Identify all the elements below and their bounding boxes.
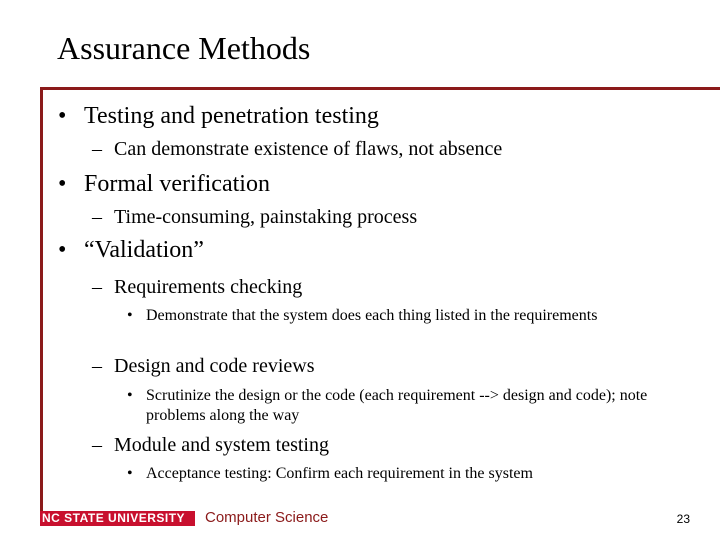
title-divider xyxy=(40,87,720,90)
sub-bullet-text: Time-consuming, painstaking process xyxy=(114,206,418,228)
bullet-marker: • xyxy=(58,171,67,197)
sub-bullet-item xyxy=(92,137,502,161)
sub-bullet-text: Requirements checking xyxy=(114,276,303,298)
bullet-item xyxy=(58,236,204,264)
department-name: Computer Science xyxy=(205,509,329,526)
bullet-text: Testing and penetration testing xyxy=(84,103,379,129)
bullet-marker: • xyxy=(127,465,133,482)
sub-bullet-text: Can demonstrate existence of flaws, not absence xyxy=(114,138,503,160)
sub-bullet-text: Module and system testing xyxy=(114,434,329,456)
sub-bullet-item xyxy=(92,354,315,378)
page-number: 23 xyxy=(676,512,690,526)
bullet-marker: • xyxy=(127,387,133,404)
bullet-item xyxy=(58,170,270,198)
slide-title: Assurance Methods xyxy=(57,30,311,66)
sub-bullet-item xyxy=(92,433,329,457)
university-logo: NC STATE UNIVERSITY xyxy=(40,511,195,526)
detail-item xyxy=(127,464,687,484)
sub-bullet-item xyxy=(92,205,417,229)
detail-text: Demonstrate that the system does each thing listed in the requirements xyxy=(146,307,598,324)
sub-bullet-item xyxy=(92,275,302,299)
bullet-text: Formal verification xyxy=(84,171,270,197)
bullet-text: “Validation” xyxy=(84,237,204,263)
bullet-marker: • xyxy=(127,307,133,324)
bullet-marker: • xyxy=(58,237,67,263)
dash-marker: – xyxy=(92,276,102,298)
dash-marker: – xyxy=(92,355,102,377)
detail-text: Acceptance testing: Confirm each requirement in the system xyxy=(146,465,533,482)
dash-marker: – xyxy=(92,138,102,160)
detail-item xyxy=(127,306,687,326)
detail-item xyxy=(127,386,687,426)
sub-bullet-text: Design and code reviews xyxy=(114,355,315,377)
bullet-marker: • xyxy=(58,103,67,129)
bullet-item xyxy=(58,102,379,130)
dash-marker: – xyxy=(92,434,102,456)
detail-text: Scrutinize the design or the code (each requirement --> design and code); note problems along the way xyxy=(146,387,648,424)
left-divider xyxy=(40,87,43,513)
dash-marker: – xyxy=(92,206,102,228)
